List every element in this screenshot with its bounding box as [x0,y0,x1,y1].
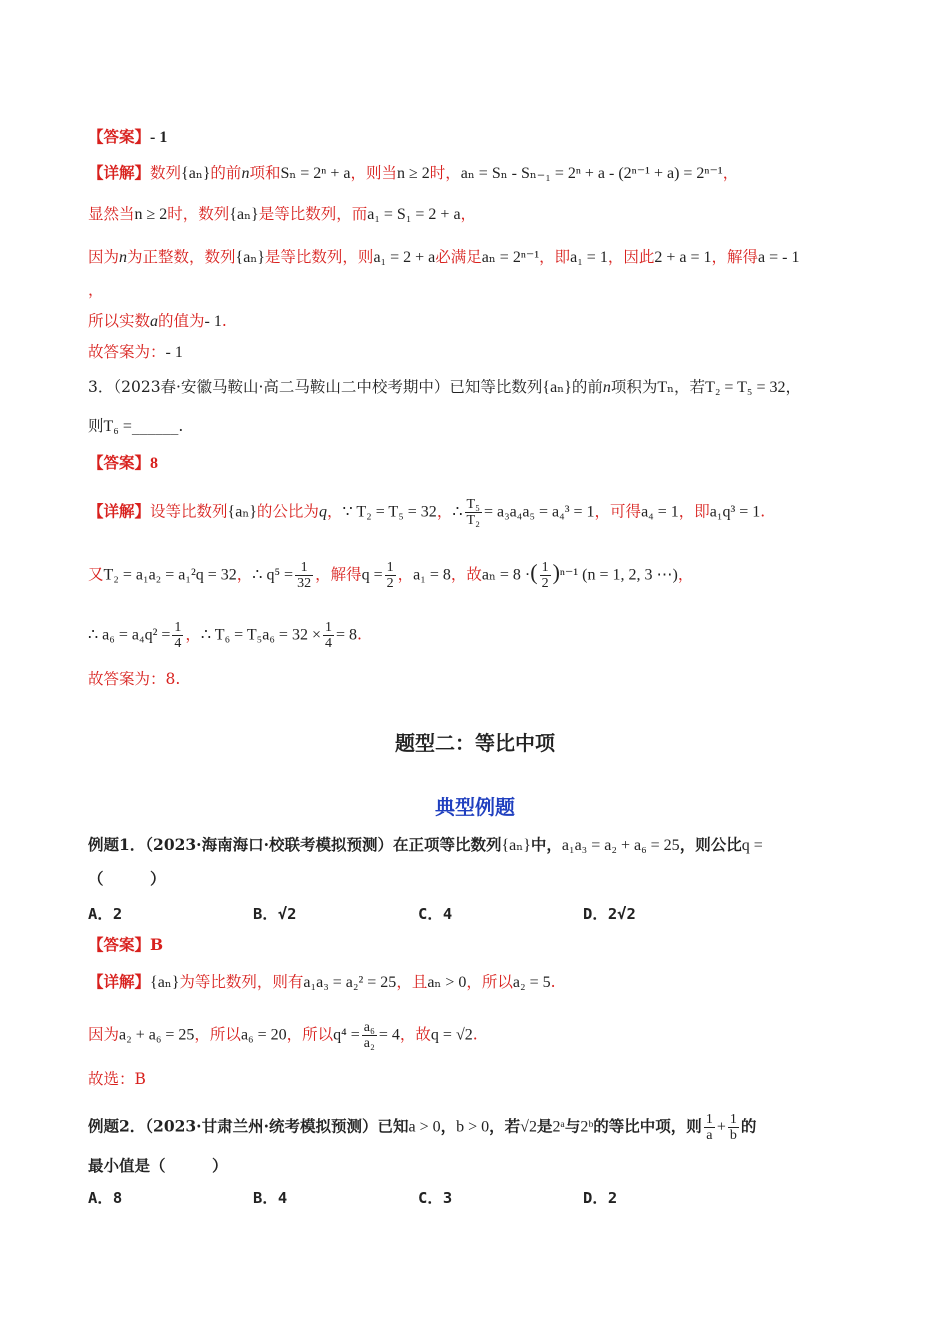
math: = 8 [335,626,357,644]
text: 例题2．（2023·甘肃兰州·统考模拟预测）已知 [88,1116,409,1136]
ex2-option-a[interactable]: A．8 [88,1189,123,1207]
text: 是等比数列，而 [258,205,368,223]
ex1-option-c[interactable]: C．4 [418,905,453,923]
text: ，则当 [350,164,397,182]
text: 例题1．（2023·海南海口·校联考模拟预测）在正项等比数列 [88,835,502,854]
text: 必满足 [435,248,482,266]
text: ， [326,502,343,521]
text: ，可得 [594,502,642,521]
detail-line-6 [88,341,880,364]
ex1-option-a[interactable]: A．2 [88,905,123,923]
math: {aₙ} [501,837,531,854]
detail-line-4 [88,279,880,301]
math: q = [741,837,763,854]
math: aₙ = Sₙ - Sₙ₋₁ = 2ⁿ + a - (2ⁿ⁻¹ + a) = 2ⁿ⁻¹ [460,165,723,182]
math: a₄ = 1 [641,503,679,521]
math: Tₙ [657,379,675,396]
math: a₆ = 20 [240,1026,287,1044]
text: ，解得 [711,248,759,266]
text: ， [436,502,453,521]
text: ，即 [678,502,710,521]
text: 为等比数列，则有 [179,973,304,991]
denominator: a₂ [363,1036,375,1051]
text: 的前 [571,378,603,396]
ex2-option-b[interactable]: B．4 [253,1189,288,1207]
detail-line-3 [88,246,880,269]
ex1-final [88,1068,880,1090]
math: q = √2 [430,1026,473,1044]
ex1-stem [88,834,880,857]
math: + [716,1118,726,1136]
math: √2 [520,1118,537,1136]
fraction [385,560,396,591]
math: a₁ = S₁ = 2 + a [367,206,461,223]
text: ， [677,565,694,584]
numerator: 1 [729,1112,737,1127]
denominator: 2 [541,576,549,591]
q3-answer [88,452,880,475]
text: ，且 [396,973,428,991]
answer-label: 【答案】 [88,935,151,954]
math: ∴ q⁵ = [252,566,294,584]
math: T₆ = [103,418,132,435]
numerator: 1 [295,560,313,576]
text: . [357,625,362,644]
ex2-stem-2 [88,1155,880,1177]
numerator: 1 [541,560,549,575]
text: ，所以 [466,973,513,991]
ex1-detail-1 [88,971,880,994]
paren-right: ) [552,559,560,585]
detail-label: 【详解】 [88,163,151,182]
fraction [172,620,183,651]
denominator: 2 [386,576,394,591]
answer-value: 8 [150,455,159,472]
text: . [550,973,556,991]
answer-line-1 [88,126,880,149]
answer-label: 【答案】 [88,453,151,472]
text: 3．（2023春·安徽马鞍山·高二马鞍山二中校考期中）已知等比数列 [88,378,543,396]
math: n [602,379,611,396]
q3-detail-3 [88,620,880,651]
denominator: a [706,1128,713,1143]
math: aₙ > 0 [427,974,467,991]
math: q [318,503,327,521]
text: ，故 [399,1025,431,1044]
math: {aₙ} [227,503,257,521]
fraction [728,1112,739,1143]
fraction [362,1020,377,1051]
paren-left: ( [530,559,538,585]
math: a₁a₃ = a₂ + a₆ = 25 [561,837,680,854]
math: Sₙ = 2ⁿ + a [280,165,351,182]
text: 的前 [210,164,242,182]
text: ，若 [489,1116,521,1136]
math: 2ᵇ [580,1118,594,1136]
math: a₁ = 8 [413,566,451,584]
text: 因为 [88,1025,120,1044]
math: ∴ [452,503,463,521]
math: a₁a₃ = a₂² = 25 [303,974,397,991]
text: 项积为 [610,378,658,396]
text: ，即 [539,248,571,266]
math: ⁿ⁻¹ (n = 1, 2, 3 ⋯) [559,566,678,584]
detail-label: 【详解】 [88,972,151,991]
answer-value: - 1 [150,129,168,146]
text: 因为 [88,248,120,266]
text: 的值为 [158,312,205,330]
denominator: T₂ [466,513,480,528]
numerator: 1 [386,560,394,575]
detail-line-2 [88,203,880,226]
text: 故答案为： [88,343,166,361]
numerator: 1 [324,620,332,635]
math: n [119,249,128,266]
text: 故答案为：8. [88,670,181,688]
math: a [150,313,159,330]
ex1-detail-2 [88,1020,880,1051]
q3-stem-2 [88,415,880,438]
text: ，因此 [607,248,655,266]
text: 显然当 [88,205,135,223]
math: a > 0 [408,1118,441,1136]
numerator: 1 [174,620,182,635]
text: 所以实数 [88,312,151,330]
text: 是等比数列，则 [264,248,374,266]
denominator: b [729,1128,737,1143]
q3-detail-2 [88,560,880,591]
answer-value: B [150,935,164,954]
text: ， [785,378,802,396]
text: ， [88,281,104,299]
math: {aₙ} [542,379,572,396]
subsection-title: 典型例题 [435,795,515,819]
fraction [465,497,482,528]
math: a₁ = 1 [570,249,608,266]
ex2-option-c[interactable]: C．3 [418,1189,453,1207]
text: 设等比数列 [150,502,228,521]
fraction [295,560,313,591]
text: ，解得 [315,565,362,584]
math: 2ᵃ [552,1118,565,1136]
detail-label: 【详解】 [88,501,151,521]
fraction [540,560,551,591]
math: {aₙ} [235,249,265,266]
math: a₁q³ = 1 [709,503,761,521]
text: 的等比中项，则 [593,1116,702,1136]
math: = 4 [378,1026,400,1044]
denominator: 32 [297,576,312,591]
text: . [760,502,766,521]
math: aₙ = 8 · [481,566,531,584]
math: q⁴ = [333,1026,360,1044]
text: 中， [530,835,562,854]
math: = a₃a₄a₅ = a₄³ = 1 [483,503,595,521]
text: ， [397,565,414,584]
ex2-stem [88,1112,880,1143]
text: 项和 [249,164,281,182]
text: ， [722,164,739,182]
math: a₁ = 2 + a [373,249,436,266]
ex1-option-b[interactable]: B．√2 [253,905,297,923]
math: T₂ = a₁a₂ = a₁²q = 32 [103,566,237,584]
math: n ≥ 2 [396,165,430,182]
answer-label: 【答案】 [88,127,151,146]
text: ，则公比 [679,835,742,854]
math: 2 + a = 1 [654,249,712,266]
q3-final [88,668,880,690]
math: q = [361,566,383,584]
ex1-option-d[interactable]: D．2√2 [583,905,636,923]
math: n ≥ 2 [134,206,168,223]
answer-blank: ______ [131,417,179,435]
text: . [472,1025,478,1044]
text: 数列 [150,164,182,182]
answer-paren: （ ） [88,869,166,888]
text: ，所以 [194,1025,241,1044]
text: . [178,417,184,435]
text: 是 [536,1116,553,1136]
ex1-answer [88,934,880,956]
math: - 1 [165,344,183,361]
text: 故选：B [88,1070,146,1088]
text: 的公比为 [256,502,319,521]
denominator: 4 [174,636,182,651]
math: n [241,165,250,182]
text: ， [460,205,477,223]
fraction [323,620,334,651]
text: 又 [88,565,104,584]
text: ，所以 [286,1025,334,1044]
math: ∴ a₆ = a₄q² = [88,626,171,644]
fraction [704,1112,715,1143]
math: T₂ = T₅ = 32 [705,379,786,396]
text: ， [440,1116,457,1136]
ex1-paren [88,868,880,890]
text: 与 [564,1116,581,1136]
denominator: 4 [324,636,332,651]
math: a₂ = 5 [512,974,551,991]
text: 时， [429,164,461,182]
math: aₙ = 2ⁿ⁻¹ [481,249,540,266]
math: ∵ T₂ = T₅ = 32 [342,503,437,521]
math: {aₙ} [229,206,259,223]
text: 为正整数，数列 [127,248,236,266]
math: a₂ + a₆ = 25 [119,1026,195,1044]
detail-line-1 [88,162,880,185]
text: 最小值是（ ） [88,1156,228,1175]
math: {aₙ} [150,974,180,991]
q3-detail-1 [88,497,880,528]
math: - 1 [204,313,222,330]
numerator: a₆ [363,1020,375,1035]
detail-line-5 [88,310,880,333]
text: ，若 [674,378,706,396]
text: 则 [88,417,104,435]
text: ， [236,565,253,584]
text: ，故 [450,565,482,584]
ex2-option-d[interactable]: D．2 [583,1189,618,1207]
q3-stem [88,376,880,399]
text: . [221,312,227,330]
text: 的 [740,1116,757,1136]
numerator: T₅ [466,497,480,512]
section-title: 题型二：等比中项 [395,731,555,755]
text: 时，数列 [167,205,230,223]
numerator: 1 [705,1112,713,1127]
math: b > 0 [456,1118,490,1136]
math: a = - 1 [758,249,800,266]
math: ∴ T₆ = T₅a₆ = 32 × [200,626,321,644]
text: ， [185,625,201,644]
math: {aₙ} [181,165,211,182]
